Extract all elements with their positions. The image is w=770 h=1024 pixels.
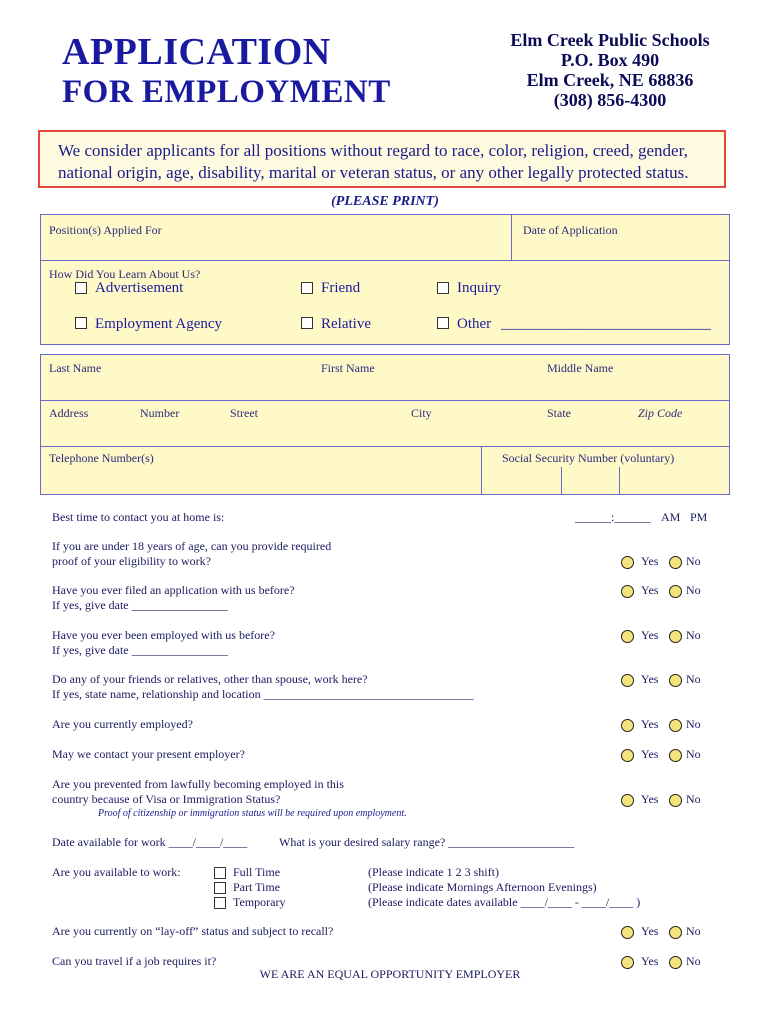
please-print: (PLEASE PRINT) (331, 194, 439, 209)
dates-note[interactable]: (Please indicate dates available ____/____ - ____/____ ) (368, 895, 641, 909)
best-time-question: Best time to contact you at home is: (52, 510, 225, 524)
visa-line1: Are you prevented from lawfully becoming employed in this (52, 777, 344, 791)
shift-note: (Please indicate 1 2 3 shift) (368, 865, 499, 879)
advertisement-checkbox[interactable] (75, 282, 87, 294)
visa-line2: country because of Visa or Immigration Status? (52, 792, 281, 806)
employed-before-line2[interactable]: If yes, give date ________________ (52, 643, 228, 657)
state-label: State (547, 406, 571, 420)
relative-checkbox[interactable] (301, 317, 313, 329)
visa-no-radio[interactable] (669, 794, 682, 807)
visa-yes-radio[interactable] (621, 794, 634, 807)
positions-label: Position(s) Applied For (49, 223, 162, 237)
equal-opportunity-footer: WE ARE AN EQUAL OPPORTUNITY EMPLOYER (259, 967, 521, 981)
currently-employed-no-label: No (686, 717, 701, 731)
contact-employer-question: May we contact your present employer? (52, 747, 245, 761)
part-time-label: Part Time (233, 880, 281, 894)
under18-line1: If you are under 18 years of age, can you provide required (52, 539, 332, 553)
title-for-employment: FOR EMPLOYMENT (62, 74, 391, 110)
middle-name-label: Middle Name (547, 361, 614, 375)
currently-employed-question: Are you currently employed? (52, 717, 193, 731)
employed-before-question (52, 628, 275, 658)
filed-before-question (52, 583, 295, 613)
layoff-yes-label: Yes (641, 924, 659, 938)
temporary-label: Temporary (233, 895, 286, 909)
inquiry-checkbox[interactable] (437, 282, 449, 294)
friends-no-label: No (686, 672, 701, 686)
first-name-label: First Name (321, 361, 375, 375)
employed-before-no-radio[interactable] (669, 630, 682, 643)
filed-line1: Have you ever filed an application with us before? (52, 583, 295, 597)
last-name-label: Last Name (49, 361, 102, 375)
visa-question (52, 777, 344, 807)
contact-employer-yes-radio[interactable] (621, 749, 634, 762)
relative-label: Relative (321, 316, 371, 332)
contact-employer-no-radio[interactable] (669, 749, 682, 762)
under18-line2: proof of your eligibility to work? (52, 554, 211, 568)
under18-yes-label: Yes (641, 554, 659, 568)
employed-before-line1: Have you ever been employed with us before? (52, 628, 275, 642)
currently-employed-no-radio[interactable] (669, 719, 682, 732)
visa-note: Proof of citizenship or immigration status will be required upon employment. (98, 808, 407, 819)
contact-employer-no-label: No (686, 747, 701, 761)
org-address (490, 30, 730, 110)
visa-yes-label: Yes (641, 792, 659, 806)
under18-no-label: No (686, 554, 701, 568)
org-phone: (308) 856-4300 (553, 90, 667, 110)
best-time-blank[interactable]: ______:______ (575, 510, 651, 524)
times-note: (Please indicate Mornings Afternoon Evenings) (368, 880, 597, 894)
street-label: Street (230, 406, 258, 420)
layoff-question: Are you currently on “lay-off” status and subject to recall? (52, 924, 334, 938)
zip-code-label: Zip Code (638, 406, 683, 420)
under18-yes-radio[interactable] (621, 556, 634, 569)
employed-before-yes-radio[interactable] (621, 630, 634, 643)
org-name: Elm Creek Public Schools (510, 30, 710, 50)
filed-yes-radio[interactable] (621, 585, 634, 598)
friends-no-radio[interactable] (669, 674, 682, 687)
currently-employed-yes-label: Yes (641, 717, 659, 731)
filed-no-label: No (686, 583, 701, 597)
pm-label: PM (690, 510, 708, 524)
ssn-label: Social Security Number (voluntary) (502, 451, 675, 465)
other-label: Other (457, 316, 492, 332)
other-checkbox[interactable] (437, 317, 449, 329)
friends-line2[interactable]: If yes, state name, relationship and location ___________________________________ (52, 687, 474, 701)
full-time-checkbox[interactable] (214, 867, 226, 879)
nondiscrimination-notice (38, 130, 726, 188)
filed-yes-label: Yes (641, 583, 659, 597)
other-specify-line[interactable]: ____________________________ (501, 316, 711, 332)
city-label: City (411, 406, 432, 420)
friends-yes-label: Yes (641, 672, 659, 686)
friends-line1: Do any of your friends or relatives, other than spouse, work here? (52, 672, 368, 686)
date-available-question[interactable]: Date available for work ____/____/____ (52, 835, 248, 849)
part-time-checkbox[interactable] (214, 882, 226, 894)
visa-no-label: No (686, 792, 701, 806)
layoff-no-radio[interactable] (669, 926, 682, 939)
friend-label: Friend (321, 280, 361, 296)
layoff-no-label: No (686, 924, 701, 938)
position-section (40, 214, 730, 345)
employment-agency-checkbox[interactable] (75, 317, 87, 329)
personal-info-section (40, 354, 730, 495)
travel-question: Can you travel if a job requires it? (52, 954, 217, 968)
am-label: AM (661, 510, 681, 524)
advertisement-label: Advertisement (95, 280, 184, 296)
contact-employer-yes-label: Yes (641, 747, 659, 761)
friends-yes-radio[interactable] (621, 674, 634, 687)
employed-before-yes-label: Yes (641, 628, 659, 642)
title-application: APPLICATION (62, 31, 331, 73)
address-label: Address (49, 406, 89, 420)
number-label: Number (140, 406, 180, 420)
friends-question (52, 672, 474, 702)
under18-question (52, 539, 331, 569)
org-city: Elm Creek, NE 68836 (526, 70, 694, 90)
currently-employed-yes-radio[interactable] (621, 719, 634, 732)
employed-before-no-label: No (686, 628, 701, 642)
friend-checkbox[interactable] (301, 282, 313, 294)
learn-about-label: How Did You Learn About Us? (49, 267, 201, 281)
employment-agency-label: Employment Agency (95, 316, 223, 332)
date-of-application-label: Date of Application (523, 223, 618, 237)
filed-no-radio[interactable] (669, 585, 682, 598)
org-po-box: P.O. Box 490 (560, 50, 660, 70)
telephone-label: Telephone Number(s) (49, 451, 154, 465)
available-to-work-label: Are you available to work: (52, 865, 181, 879)
temporary-checkbox[interactable] (214, 897, 226, 909)
travel-yes-label: Yes (641, 954, 659, 968)
filed-line2[interactable]: If yes, give date ________________ (52, 598, 228, 612)
notice-text: We consider applicants for all positions without regard to race, color, religion, creed, gender, national origin, age, disability, marital or veteran status, or any other legally protected status. (58, 141, 689, 182)
travel-no-label: No (686, 954, 701, 968)
inquiry-label: Inquiry (457, 280, 502, 296)
salary-question[interactable]: What is your desired salary range? _____________________ (279, 835, 575, 849)
under18-no-radio[interactable] (669, 556, 682, 569)
full-time-label: Full Time (233, 865, 281, 879)
layoff-yes-radio[interactable] (621, 926, 634, 939)
